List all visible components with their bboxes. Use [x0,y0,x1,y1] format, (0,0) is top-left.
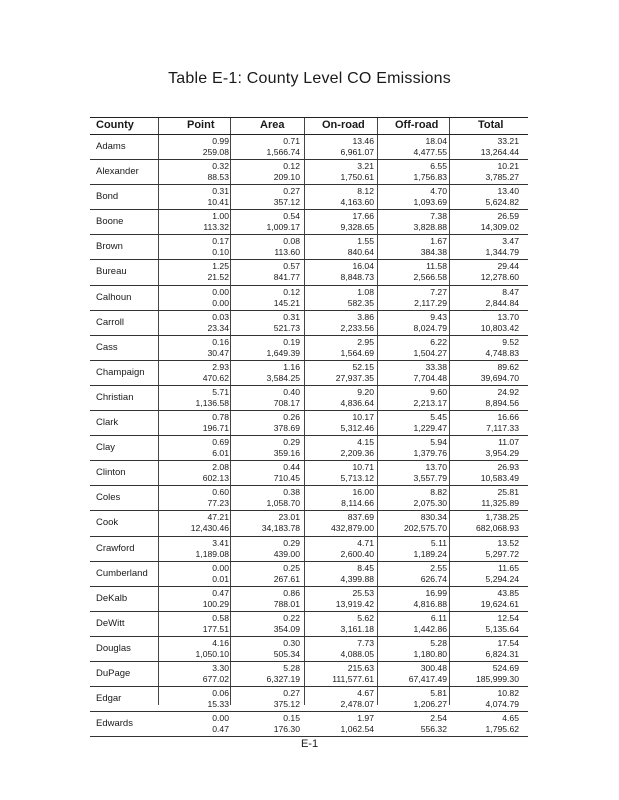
county-name: Calhoun [96,291,132,303]
table-row [90,637,528,662]
table-row [90,160,528,185]
offroad-value-tons-per-day: 7.38 [430,211,447,222]
point-value-tons-per-year: 30.47 [207,347,229,358]
total-value-tons-per-day: 9.52 [502,336,519,347]
point-value-tons-per-day: 0.00 [212,286,229,297]
area-value-tons-per-year: 788.01 [273,598,300,609]
total-value-tons-per-day: 1,738.25 [485,512,519,523]
onroad-value-tons-per-year: 5,713.12 [340,473,374,484]
point-value-tons-per-day: 0.69 [212,437,229,448]
point-value-tons-per-day: 0.00 [212,562,229,573]
point-value-tons-per-day: 47.21 [207,512,229,523]
total-value-tons-per-day: 13.52 [497,537,519,548]
table-row [90,135,528,160]
county-name: DeKalb [96,592,128,604]
onroad-value-tons-per-day: 215.63 [347,662,374,673]
county-name: Edgar [96,693,122,705]
county-name: Bureau [96,266,127,278]
point-value-tons-per-day: 4.16 [212,637,229,648]
total-value-tons-per-day: 11.07 [498,437,519,448]
table-row [90,511,528,536]
offroad-value-tons-per-day: 300.48 [420,662,447,673]
onroad-value-tons-per-year: 2,233.56 [340,322,374,333]
header-county: County [96,119,134,131]
area-value-tons-per-year: 3,584.25 [266,372,300,383]
total-value-tons-per-year: 4,074.79 [485,699,519,710]
offroad-value-tons-per-day: 6.11 [430,612,447,623]
total-value-tons-per-year: 5,297.72 [485,548,519,559]
table-row [90,235,528,260]
onroad-value-tons-per-day: 3.21 [357,161,374,172]
area-value-tons-per-year: 505.34 [273,648,300,659]
total-value-tons-per-day: 13.40 [497,186,519,197]
area-value-tons-per-day: 0.27 [283,186,300,197]
total-value-tons-per-day: 24.92 [497,386,519,397]
total-value-tons-per-day: 29.44 [497,261,519,272]
offroad-value-tons-per-day: 7.27 [430,286,447,297]
onroad-value-tons-per-year: 6,961.07 [340,147,374,157]
onroad-value-tons-per-day: 16.04 [352,261,374,272]
offroad-value-tons-per-year: 8,024.79 [413,322,447,333]
offroad-value-tons-per-day: 1.67 [430,236,447,247]
total-value-tons-per-day: 33.21 [497,136,519,146]
offroad-value-tons-per-year: 556.32 [420,724,447,735]
area-value-tons-per-day: 23.01 [278,512,300,523]
total-value-tons-per-day: 3.47 [502,236,519,247]
total-value-tons-per-day: 4.65 [502,713,519,724]
total-value-tons-per-year: 19,624.61 [480,598,519,609]
offroad-value-tons-per-year: 1,093.69 [413,197,447,208]
area-value-tons-per-day: 0.12 [283,286,300,297]
offroad-value-tons-per-day: 830.34 [420,512,447,523]
table-row [90,386,528,411]
area-value-tons-per-day: 0.57 [283,261,300,272]
area-value-tons-per-day: 5.28 [283,662,300,673]
offroad-value-tons-per-day: 9.60 [430,386,447,397]
total-value-tons-per-year: 3,954.29 [485,448,519,459]
offroad-value-tons-per-year: 2,213.17 [413,397,447,408]
point-value-tons-per-day: 2.08 [212,462,229,473]
point-value-tons-per-day: 0.17 [212,236,229,247]
area-value-tons-per-year: 708.17 [273,397,300,408]
area-value-tons-per-day: 0.44 [283,462,300,473]
offroad-value-tons-per-day: 6.22 [430,336,447,347]
onroad-value-tons-per-day: 17.66 [352,211,374,222]
total-value-tons-per-year: 11,325.89 [481,498,519,509]
onroad-value-tons-per-day: 4.67 [357,688,374,699]
county-name: Brown [96,241,123,253]
offroad-value-tons-per-year: 4,477.55 [413,147,447,157]
county-name: Cook [96,517,119,529]
offroad-value-tons-per-day: 5.28 [430,637,447,648]
point-value-tons-per-day: 0.16 [212,336,229,347]
onroad-value-tons-per-day: 9.20 [357,386,374,397]
point-value-tons-per-year: 0.47 [212,724,229,735]
point-value-tons-per-day: 5.71 [212,386,229,397]
offroad-value-tons-per-year: 1,379.76 [413,448,447,459]
point-value-tons-per-day: 0.58 [212,612,229,623]
point-value-tons-per-year: 677.02 [202,673,229,684]
onroad-value-tons-per-day: 1.97 [357,713,374,724]
county-name: Clark [96,417,119,429]
offroad-value-tons-per-day: 5.81 [430,688,447,699]
total-value-tons-per-year: 1,795.62 [485,724,519,735]
point-value-tons-per-year: 77.23 [207,498,229,509]
county-name: Cass [96,341,118,353]
onroad-value-tons-per-year: 2,209.36 [340,448,374,459]
onroad-value-tons-per-day: 10.17 [352,412,374,423]
area-value-tons-per-year: 209.10 [273,172,300,183]
area-value-tons-per-day: 0.25 [283,562,300,573]
total-value-tons-per-day: 26.93 [497,462,519,473]
offroad-value-tons-per-year: 3,557.79 [413,473,447,484]
point-value-tons-per-year: 113.32 [203,222,229,233]
table-row [90,436,528,461]
table-row [90,185,528,210]
page-title: Table E-1: County Level CO Emissions [168,70,451,87]
area-value-tons-per-year: 359.16 [273,448,300,459]
offroad-value-tons-per-year: 626.74 [420,573,447,584]
table-row [90,562,528,587]
table-row [90,537,528,562]
total-value-tons-per-year: 682,068.93 [475,523,519,534]
area-value-tons-per-day: 0.26 [283,412,300,423]
area-value-tons-per-day: 0.29 [283,437,300,448]
onroad-value-tons-per-day: 1.08 [357,286,374,297]
area-value-tons-per-year: 1,009.17 [266,222,300,233]
total-value-tons-per-day: 524.69 [492,662,519,673]
total-value-tons-per-day: 10.21 [497,161,519,172]
total-value-tons-per-year: 39,694.70 [480,372,519,383]
county-name: Bond [96,191,119,203]
county-name: Edwards [96,718,133,730]
county-name: Alexander [96,166,139,178]
onroad-value-tons-per-year: 27,937.35 [335,372,374,383]
area-value-tons-per-year: 34,183.78 [261,523,300,534]
table-row [90,336,528,361]
area-value-tons-per-day: 0.30 [283,637,300,648]
point-value-tons-per-year: 1,050.10 [195,648,229,659]
offroad-value-tons-per-year: 3,828.88 [413,222,447,233]
header-onroad: On-road [322,119,365,131]
total-value-tons-per-year: 7,117.33 [486,423,519,434]
offroad-value-tons-per-day: 33.38 [425,361,447,372]
county-name: Crawford [96,542,135,554]
point-value-tons-per-year: 1,189.08 [195,548,229,559]
county-name: DuPage [96,667,131,679]
table-header [90,118,528,135]
point-value-tons-per-day: 0.06 [212,688,229,699]
point-value-tons-per-year: 1,136.58 [195,397,229,408]
county-name: Boone [96,216,124,228]
total-value-tons-per-year: 185,999.30 [475,673,519,684]
onroad-value-tons-per-day: 52.15 [352,361,374,372]
point-value-tons-per-year: 23.34 [207,322,229,333]
table-row [90,286,528,311]
offroad-value-tons-per-year: 1,189.24 [413,548,447,559]
point-value-tons-per-year: 470.62 [202,372,229,383]
table-row [90,486,528,511]
area-value-tons-per-year: 378.69 [273,423,300,434]
area-value-tons-per-day: 0.38 [283,487,300,498]
area-value-tons-per-day: 0.19 [283,336,300,347]
total-value-tons-per-year: 2,844.84 [485,297,519,308]
total-value-tons-per-year: 1,344.79 [485,247,519,258]
area-value-tons-per-year: 357.12 [273,197,300,208]
area-value-tons-per-day: 1.16 [283,361,300,372]
offroad-value-tons-per-year: 1,756.83 [413,172,447,183]
point-value-tons-per-day: 0.03 [212,311,229,322]
total-value-tons-per-day: 8.47 [502,286,519,297]
county-name: Carroll [96,316,124,328]
onroad-value-tons-per-year: 2,600.40 [340,548,374,559]
table-row [90,311,528,336]
point-value-tons-per-day: 3.41 [212,537,229,548]
total-value-tons-per-year: 3,785.27 [485,172,519,183]
point-value-tons-per-year: 100.29 [202,598,229,609]
area-value-tons-per-day: 0.31 [283,311,300,322]
point-value-tons-per-year: 196.71 [202,423,229,434]
offroad-value-tons-per-day: 4.70 [430,186,447,197]
area-value-tons-per-day: 0.08 [283,236,300,247]
table-row [90,612,528,637]
total-value-tons-per-day: 26.59 [497,211,519,222]
table-body [90,135,528,737]
area-value-tons-per-day: 0.15 [283,713,300,724]
point-value-tons-per-day: 1.25 [212,261,229,272]
table-row [90,411,528,436]
offroad-value-tons-per-year: 4,816.88 [413,598,447,609]
county-name: Adams [96,141,126,152]
offroad-value-tons-per-year: 1,442.86 [413,623,447,634]
onroad-value-tons-per-day: 837.69 [347,512,374,523]
table-row [90,461,528,486]
area-value-tons-per-day: 0.22 [283,612,300,623]
onroad-value-tons-per-year: 1,564.69 [340,347,374,358]
total-value-tons-per-year: 12,278.60 [480,272,519,283]
point-value-tons-per-day: 0.00 [212,713,229,724]
offroad-value-tons-per-day: 13.70 [425,462,447,473]
header-point: Point [187,119,215,131]
onroad-value-tons-per-year: 13,919.42 [335,598,374,609]
total-value-tons-per-day: 11.65 [498,562,519,573]
area-value-tons-per-year: 521.73 [273,322,300,333]
area-value-tons-per-year: 1,566.74 [266,147,300,157]
offroad-value-tons-per-year: 202,575.70 [403,523,447,534]
onroad-value-tons-per-year: 582.35 [347,297,374,308]
county-name: Douglas [96,642,131,654]
point-value-tons-per-year: 602.13 [202,473,229,484]
onroad-value-tons-per-year: 9,328.65 [340,222,374,233]
onroad-value-tons-per-day: 13.46 [352,136,374,146]
offroad-value-tons-per-day: 16.99 [425,587,447,598]
offroad-value-tons-per-year: 2,566.58 [413,272,447,283]
onroad-value-tons-per-day: 4.15 [357,437,374,448]
onroad-value-tons-per-day: 16.00 [352,487,374,498]
offroad-value-tons-per-year: 1,229.47 [413,423,447,434]
page-number: E-1 [300,738,319,750]
onroad-value-tons-per-year: 4,088.05 [340,648,374,659]
onroad-value-tons-per-year: 3,161.18 [340,623,374,634]
onroad-value-tons-per-year: 8,114.66 [341,498,374,509]
area-value-tons-per-year: 375.12 [273,699,300,710]
offroad-value-tons-per-day: 18.04 [425,136,447,146]
onroad-value-tons-per-day: 3.86 [357,311,374,322]
point-value-tons-per-day: 0.60 [212,487,229,498]
onroad-value-tons-per-year: 8,848.73 [340,272,374,283]
offroad-value-tons-per-day: 2.55 [430,562,447,573]
emissions-table [90,117,528,737]
area-value-tons-per-year: 354.09 [273,623,300,634]
point-value-tons-per-year: 6.01 [212,448,229,459]
onroad-value-tons-per-year: 1,062.54 [340,724,374,735]
area-value-tons-per-day: 0.86 [283,587,300,598]
county-name: Clinton [96,467,126,479]
area-value-tons-per-year: 710.45 [273,473,300,484]
area-value-tons-per-year: 439.00 [273,548,300,559]
offroad-value-tons-per-day: 5.11 [430,537,447,548]
offroad-value-tons-per-year: 384.38 [420,247,447,258]
county-name: Clay [96,442,116,454]
total-value-tons-per-year: 5,294.24 [485,573,519,584]
point-value-tons-per-year: 15.33 [207,699,229,710]
onroad-value-tons-per-day: 4.71 [357,537,374,548]
county-name: Champaign [96,366,145,378]
county-name: Coles [96,492,121,504]
total-value-tons-per-day: 12.54 [497,612,519,623]
total-value-tons-per-year: 5,135.64 [485,623,519,634]
total-value-tons-per-year: 14,309.02 [480,222,519,233]
total-value-tons-per-year: 6,824.31 [485,648,519,659]
area-value-tons-per-day: 0.71 [283,136,300,146]
table-row [90,210,528,235]
total-value-tons-per-year: 8,894.56 [485,397,519,408]
offroad-value-tons-per-day: 9.43 [430,311,447,322]
table-row [90,361,528,386]
county-name: DeWitt [96,617,125,629]
point-value-tons-per-year: 0.10 [212,247,229,258]
total-value-tons-per-year: 5,624.82 [485,197,519,208]
point-value-tons-per-day: 0.31 [212,186,229,197]
offroad-value-tons-per-year: 1,206.27 [413,699,447,710]
header-area: Area [260,119,285,131]
total-value-tons-per-day: 17.54 [497,637,519,648]
onroad-value-tons-per-year: 840.64 [347,247,374,258]
onroad-value-tons-per-year: 5,312.46 [340,423,374,434]
total-value-tons-per-year: 10,803.42 [480,322,519,333]
point-value-tons-per-year: 21.52 [207,272,229,283]
area-value-tons-per-day: 0.12 [283,161,300,172]
total-value-tons-per-day: 25.81 [497,487,519,498]
header-total: Total [478,119,504,131]
offroad-value-tons-per-day: 8.82 [430,487,447,498]
point-value-tons-per-year: 177.51 [202,623,229,634]
offroad-value-tons-per-day: 6.55 [430,161,447,172]
county-name: Cumberland [96,567,148,579]
point-value-tons-per-day: 0.47 [212,587,229,598]
area-value-tons-per-day: 0.54 [283,211,300,222]
total-value-tons-per-day: 89.62 [497,361,519,372]
offroad-value-tons-per-year: 7,704.48 [413,372,447,383]
offroad-value-tons-per-year: 2,117.29 [414,297,447,308]
total-value-tons-per-year: 4,748.83 [485,347,519,358]
point-value-tons-per-year: 12,430.46 [190,523,229,534]
point-value-tons-per-year: 0.00 [212,297,229,308]
table-row [90,712,528,737]
onroad-value-tons-per-day: 25.53 [352,587,374,598]
total-value-tons-per-day: 43.85 [497,587,519,598]
onroad-value-tons-per-year: 111,577.61 [332,673,374,684]
point-value-tons-per-day: 1.00 [212,211,229,222]
total-value-tons-per-year: 10,583.49 [480,473,519,484]
area-value-tons-per-day: 0.40 [283,386,300,397]
table-row [90,587,528,612]
total-value-tons-per-year: 13,264.44 [480,147,519,157]
onroad-value-tons-per-year: 4,836.64 [340,397,374,408]
offroad-value-tons-per-year: 1,504.27 [413,347,447,358]
onroad-value-tons-per-year: 1,750.61 [340,172,374,183]
onroad-value-tons-per-day: 2.95 [357,336,374,347]
offroad-value-tons-per-day: 5.45 [430,412,447,423]
onroad-value-tons-per-year: 2,478.07 [340,699,374,710]
area-value-tons-per-year: 1,649.39 [266,347,300,358]
area-value-tons-per-year: 113.60 [274,247,300,258]
area-value-tons-per-year: 145.21 [273,297,300,308]
area-value-tons-per-year: 6,327.19 [266,673,300,684]
offroad-value-tons-per-year: 1,180.80 [413,648,447,659]
offroad-value-tons-per-day: 2.54 [430,713,447,724]
onroad-value-tons-per-day: 1.55 [357,236,374,247]
offroad-value-tons-per-day: 5.94 [430,437,447,448]
point-value-tons-per-day: 0.78 [212,412,229,423]
point-value-tons-per-year: 10.41 [207,197,229,208]
point-value-tons-per-day: 0.99 [212,136,229,146]
area-value-tons-per-year: 1,058.70 [266,498,300,509]
onroad-value-tons-per-day: 7.73 [357,637,374,648]
onroad-value-tons-per-year: 4,163.60 [340,197,374,208]
county-name: Christian [96,391,134,403]
table-row [90,260,528,285]
onroad-value-tons-per-year: 432,879.00 [330,523,374,534]
point-value-tons-per-day: 2.93 [212,361,229,372]
area-value-tons-per-day: 0.27 [283,688,300,699]
point-value-tons-per-year: 259.08 [202,147,229,157]
point-value-tons-per-year: 88.53 [207,172,229,183]
offroad-value-tons-per-day: 11.58 [426,261,447,272]
point-value-tons-per-day: 3.30 [212,662,229,673]
area-value-tons-per-year: 841.77 [273,272,300,283]
header-offroad: Off-road [395,119,439,131]
total-value-tons-per-day: 13.70 [497,311,519,322]
onroad-value-tons-per-day: 8.12 [357,186,374,197]
total-value-tons-per-day: 16.66 [497,412,519,423]
offroad-value-tons-per-year: 2,075.30 [413,498,447,509]
area-value-tons-per-year: 267.61 [273,573,300,584]
point-value-tons-per-year: 0.01 [212,573,229,584]
table-row [90,662,528,687]
area-value-tons-per-day: 0.29 [283,537,300,548]
onroad-value-tons-per-day: 10.71 [352,462,374,473]
onroad-value-tons-per-day: 8.45 [357,562,374,573]
point-value-tons-per-day: 0.32 [212,161,229,172]
area-value-tons-per-year: 176.30 [273,724,300,735]
onroad-value-tons-per-day: 5.62 [357,612,374,623]
total-value-tons-per-day: 10.82 [497,688,519,699]
onroad-value-tons-per-year: 4,399.88 [340,573,374,584]
table-row [90,687,528,712]
offroad-value-tons-per-year: 67,417.49 [408,673,447,684]
